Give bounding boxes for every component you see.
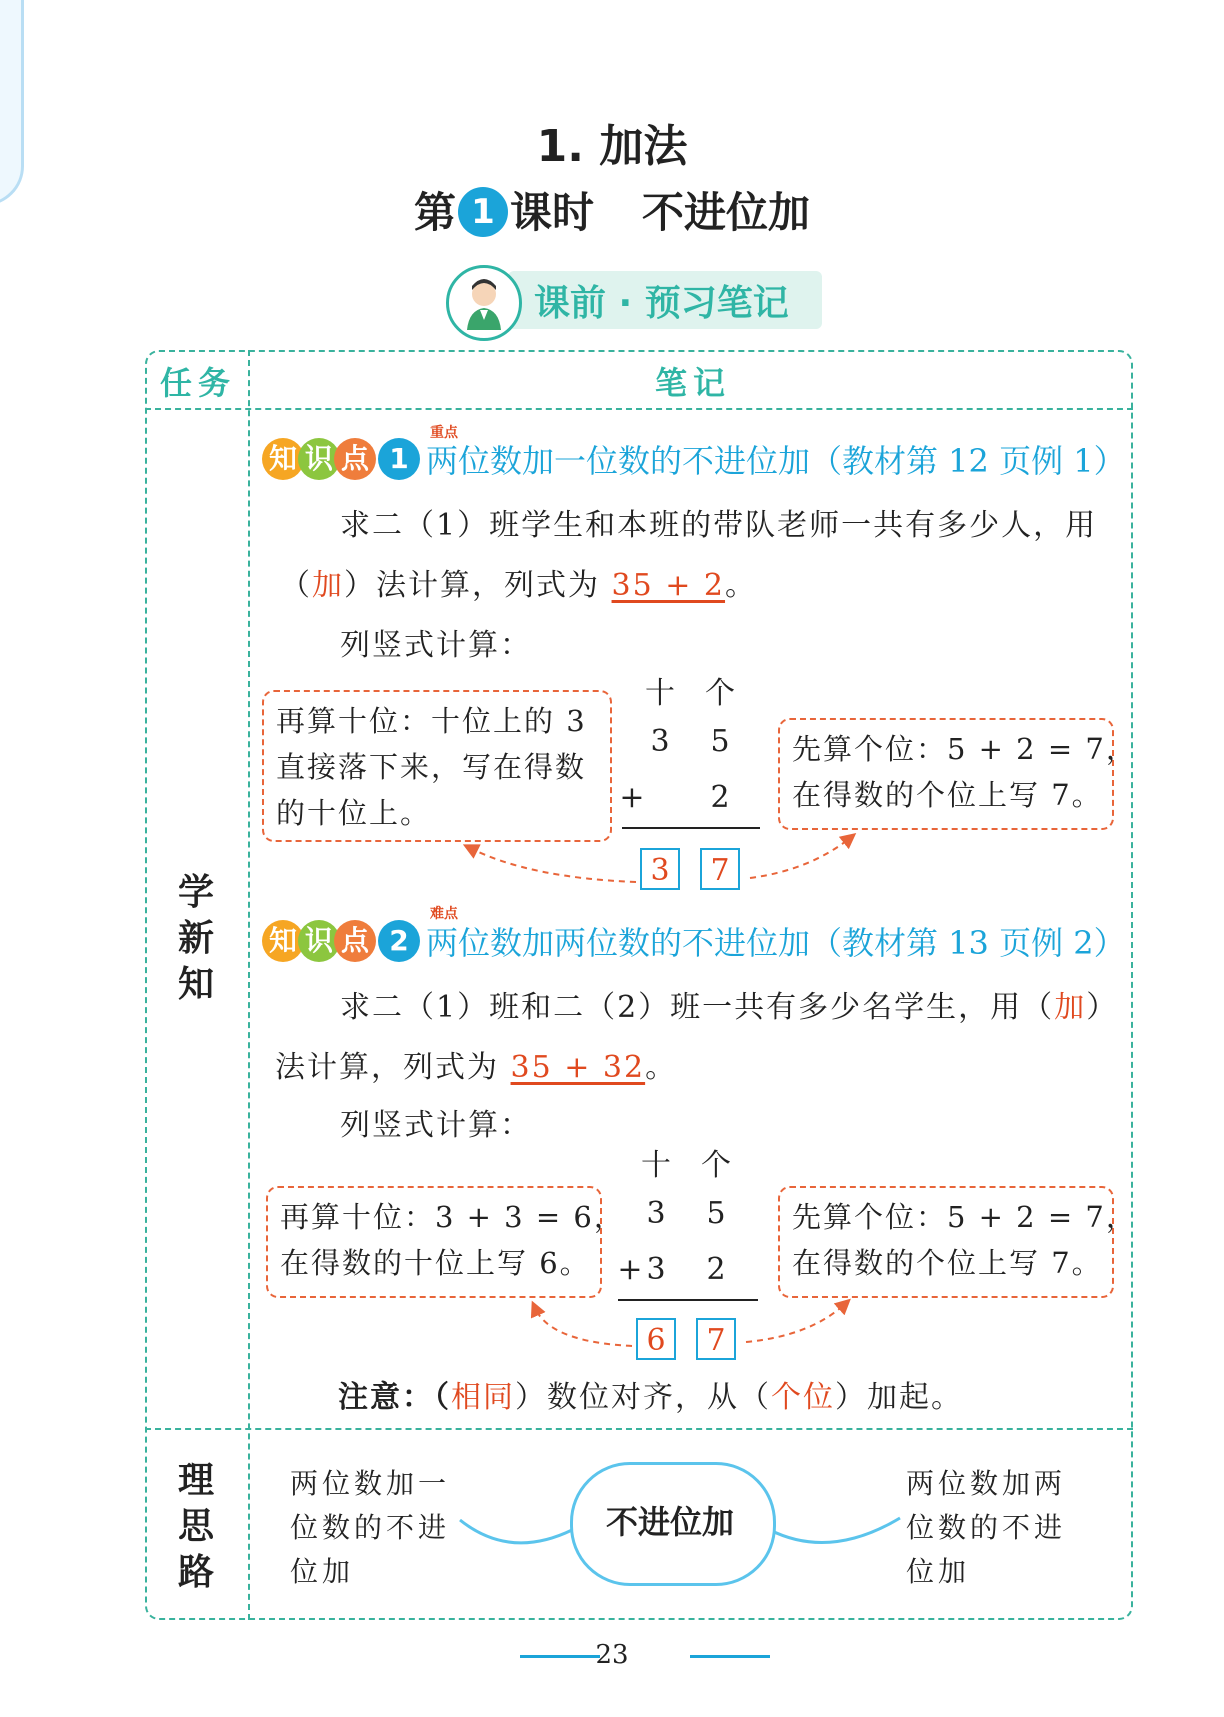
kp2-left-note	[266, 1186, 625, 1298]
text: ）法计算，列式为	[344, 568, 612, 603]
header-notes: 笔记	[655, 364, 732, 402]
kp1-right-note	[778, 718, 1137, 830]
text: 法计算，列式为	[275, 1050, 511, 1085]
kp-chip: 识	[298, 920, 340, 962]
text: ）	[1086, 990, 1119, 1025]
lesson-title	[0, 180, 1224, 241]
table-header-divider	[145, 408, 1133, 410]
kp-chip: 识	[298, 438, 340, 480]
mindmap-right-node	[906, 1462, 1066, 1594]
page-number: 23	[595, 1640, 629, 1670]
kp-title: 两位数加一位数的不进位加（教材第 12 页例 1）	[426, 442, 1126, 480]
kp-title: 两位数加两位数的不进位加（教材第 13 页例 2）	[426, 924, 1126, 962]
lesson-prefix: 第	[413, 188, 456, 237]
arrow-to-right-note	[750, 838, 850, 878]
note-line: 在得数的个位上写 7。	[792, 1246, 1103, 1280]
arrow-to-left-note	[535, 1308, 632, 1346]
text: ）加起。	[835, 1380, 963, 1415]
mindmap-line: 位数的不进	[290, 1511, 451, 1544]
text: 注意：（	[338, 1380, 451, 1415]
note-line: 再算十位：3 + 3 = 6，	[280, 1200, 625, 1234]
table-column-divider	[248, 350, 250, 1620]
answer-box: 7	[700, 848, 740, 890]
answer: 加	[1054, 990, 1087, 1025]
mindmap-line: 位数的不进	[906, 1511, 1067, 1544]
note-line: 在得数的个位上写 7。	[792, 778, 1103, 812]
digit: 3	[646, 1196, 666, 1231]
digit: 3	[650, 724, 670, 759]
key-point-tag: 重点	[430, 425, 458, 441]
kp1-arrows	[450, 830, 870, 890]
arrow-to-right-note	[746, 1304, 845, 1342]
chapter-title: 1. 加法	[536, 121, 688, 172]
digit: 2	[706, 1252, 726, 1287]
answer-expression: 35 + 2	[611, 568, 726, 603]
sum-line	[622, 827, 760, 829]
kp-chip: 知	[262, 920, 304, 962]
note-line: 再算十位：十位上的 3	[276, 704, 587, 738]
kp2-question-line1	[340, 982, 1118, 1026]
kp1-question-line2	[280, 560, 757, 604]
mindmap-line: 两位数加一	[290, 1467, 451, 1500]
note-line: 的十位上。	[276, 796, 432, 830]
kp1-question-line1: 求二（1）班学生和本班的带队老师一共有多少人，用	[340, 508, 1098, 543]
table-row-divider	[145, 1428, 1133, 1430]
arrow-to-left-note	[470, 848, 636, 882]
answer: 个位	[771, 1380, 835, 1415]
row-label-learn	[166, 870, 226, 1008]
kp2-vertical-label: 列竖式计算：	[340, 1108, 532, 1143]
kp-chip: 知	[262, 438, 304, 480]
text: 。	[725, 568, 758, 603]
difficult-point-tag: 难点	[430, 906, 458, 922]
digit: 2	[710, 780, 730, 815]
text: 。	[645, 1050, 678, 1085]
badge-text: 课前 · 预习笔记	[534, 283, 789, 324]
row-label-char: 思	[177, 1506, 214, 1547]
mindmap-center: 不进位加	[605, 1503, 734, 1541]
header-task: 任务	[160, 364, 237, 402]
place-ones: 个	[701, 1148, 731, 1183]
row-label-char: 路	[177, 1552, 214, 1593]
row-label-think	[166, 1458, 226, 1596]
kp2-arrows	[450, 1296, 870, 1356]
plus-sign: +	[619, 780, 645, 815]
note-line: 先算个位：5 + 2 = 7，	[792, 1200, 1137, 1234]
place-tens: 十	[645, 676, 675, 711]
kp-chip: 点	[334, 920, 376, 962]
digit: 5	[710, 724, 730, 759]
text: （	[280, 568, 312, 603]
kp2-right-note	[778, 1186, 1137, 1298]
note-line: 直接落下来，写在得数	[276, 750, 587, 784]
answer-expression: 35 + 32	[510, 1050, 646, 1085]
kp2-question-line2	[275, 1042, 677, 1086]
answer: 相同	[451, 1380, 515, 1415]
row-label-char: 新	[177, 918, 214, 959]
place-ones: 个	[705, 676, 735, 711]
mindmap-left-node	[290, 1462, 450, 1594]
kp1-left-note	[262, 690, 612, 842]
section-badge	[446, 265, 826, 329]
answer: 加	[312, 568, 344, 603]
lesson-topic: 不进位加	[642, 188, 811, 237]
knowledge-point-2-heading	[262, 918, 1126, 964]
kp2-alignment-note	[338, 1372, 963, 1416]
answer-box: 3	[640, 848, 680, 890]
teacher-avatar-icon	[446, 265, 522, 341]
place-tens: 十	[641, 1148, 671, 1183]
kp-number: 1	[378, 438, 420, 480]
answer-box: 6	[636, 1318, 676, 1360]
kp1-vertical-label: 列竖式计算：	[340, 628, 532, 663]
answer-box: 7	[696, 1318, 736, 1360]
row-label-char: 理	[177, 1460, 214, 1501]
left-connector	[460, 1520, 572, 1543]
lesson-number-badge: 1	[458, 187, 508, 237]
mindmap-line: 两位数加两	[906, 1467, 1067, 1500]
kp-chip: 点	[334, 438, 376, 480]
kp-number: 2	[378, 920, 420, 962]
row-label-char: 知	[177, 964, 214, 1005]
row-label-char: 学	[177, 872, 214, 913]
digit: 3	[646, 1252, 666, 1287]
page-edge-decoration	[0, 0, 24, 206]
text: ）数位对齐，从（	[515, 1380, 771, 1415]
text: 求二（1）班和二（2）班一共有多少名学生，用（	[340, 990, 1055, 1025]
mindmap-line: 位加	[906, 1555, 971, 1588]
plus-sign: +	[617, 1252, 643, 1287]
note-line: 先算个位：5 + 2 = 7，	[792, 732, 1137, 766]
knowledge-point-1-heading	[262, 436, 1126, 482]
right-connector	[770, 1518, 900, 1543]
lesson-suffix: 课时	[509, 188, 594, 237]
mindmap-line: 位加	[290, 1555, 355, 1588]
note-line: 在得数的十位上写 6。	[280, 1246, 591, 1280]
digit: 5	[706, 1196, 726, 1231]
